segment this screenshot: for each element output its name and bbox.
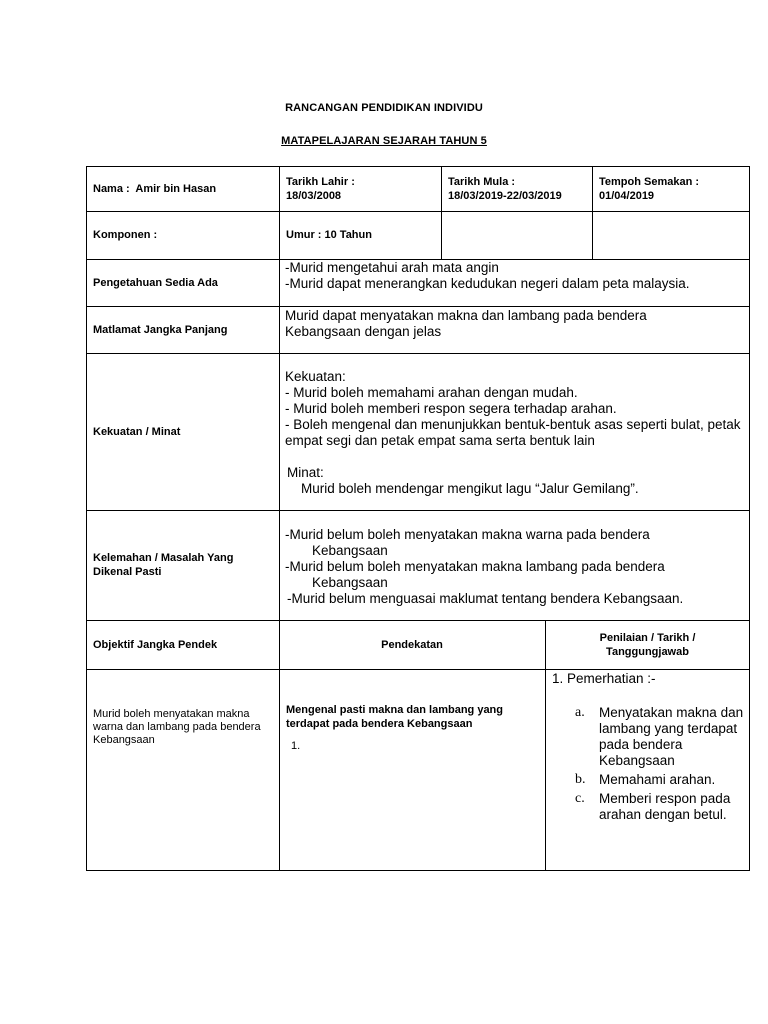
penilaian-item <box>575 705 746 769</box>
penilaian-item-marker: b. <box>575 772 586 787</box>
objektif-header: Objektif Jangka Pendek <box>93 638 218 651</box>
tempoh-semakan-value: 01/04/2019 <box>599 190 655 202</box>
penilaian-header-cell <box>545 620 750 669</box>
pengetahuan-line: -Murid mengetahui arah mata angin <box>285 260 499 275</box>
minat-heading: Minat: <box>287 465 324 480</box>
kekuatan-line: - Boleh mengenal dan menunjukkan bentuk-bentuk asas seperti bulat, petak empat segi dan petak empat sama serta bentuk lain <box>285 417 741 448</box>
tarikh-mula-value: 18/03/2019-22/03/2019 <box>448 190 562 202</box>
col-divider <box>279 166 280 871</box>
kekuatan-content <box>285 369 743 497</box>
tarikh-mula-cell <box>448 175 590 203</box>
objektif-content <box>93 708 273 747</box>
col-divider <box>441 166 442 259</box>
page-subtitle: MATAPELAJARAN SEJARAH TAHUN 5 <box>281 135 487 147</box>
komponen-label: Komponen : <box>93 229 158 241</box>
penilaian-list <box>552 705 746 823</box>
pengetahuan-label-cell <box>93 259 275 306</box>
matlamat-label-cell <box>93 306 275 353</box>
penilaian-item <box>575 791 746 823</box>
pendekatan-header-cell <box>279 620 545 669</box>
objektif-text: Murid boleh menyatakan makna warna dan lambang pada bendera Kebangsaan <box>93 708 261 746</box>
kelemahan-line: -Murid belum boleh menyatakan makna warna pada bendera Kebangsaan <box>285 527 650 558</box>
komponen-cell <box>93 211 275 259</box>
pendekatan-heading: Mengenal pasti makna dan lambang yang terdapat pada bendera Kebangsaan <box>286 704 503 730</box>
penilaian-item-text: Memberi respon pada arahan dengan betul. <box>599 791 731 822</box>
tarikh-lahir-cell <box>286 175 436 203</box>
page-title: RANCANGAN PENDIDIKAN INDIVIDU <box>285 102 483 114</box>
umur-value: Umur : 10 Tahun <box>286 229 372 241</box>
kekuatan-label-cell <box>93 353 275 510</box>
kelemahan-line: -Murid belum boleh menyatakan makna lambang pada bendera Kebangsaan <box>285 559 665 590</box>
tarikh-lahir-value: 18/03/2008 <box>286 190 342 202</box>
pengetahuan-content <box>285 260 747 292</box>
matlamat-label: Matlamat Jangka Panjang <box>93 323 228 336</box>
penilaian-heading: 1. Pemerhatian :- <box>552 671 656 686</box>
pendekatan-item: 1. <box>291 740 301 752</box>
kelemahan-label-cell <box>93 510 275 620</box>
penilaian-header: Penilaian / Tarikh / Tanggungjawab <box>599 631 696 658</box>
kelemahan-line: -Murid belum menguasai maklumat tentang bendera Kebangsaan. <box>287 591 684 606</box>
umur-cell <box>286 211 436 259</box>
matlamat-content <box>285 308 685 340</box>
penilaian-item-text: Menyatakan makna dan lambang yang terdapat pada bendera Kebangsaan <box>599 705 744 768</box>
objektif-header-cell <box>93 620 275 669</box>
penilaian-item-marker: c. <box>575 791 585 806</box>
nama-value: Nama : Amir bin Hasan <box>93 182 217 195</box>
kelemahan-label: Kelemahan / Masalah Yang Dikenal Pasti <box>93 552 234 578</box>
pengetahuan-label: Pengetahuan Sedia Ada <box>93 276 218 289</box>
penilaian-item-marker: a. <box>575 705 585 720</box>
tarikh-lahir-label: Tarikh Lahir : <box>286 176 355 188</box>
pendekatan-header: Pendekatan <box>381 638 443 651</box>
kekuatan-heading: Kekuatan: <box>285 369 346 384</box>
matlamat-text: Murid dapat menyatakan makna dan lambang pada bendera Kebangsaan dengan jelas <box>285 308 647 339</box>
pendekatan-content <box>286 703 542 753</box>
pengetahuan-line: -Murid dapat menerangkan kedudukan negeri dalam peta malaysia. <box>285 276 690 291</box>
kekuatan-line: - Murid boleh memberi respon segera terhadap arahan. <box>285 401 617 416</box>
minat-text: Murid boleh mendengar mengikut lagu “Jalur Gemilang”. <box>301 481 639 496</box>
tempoh-semakan-label: Tempoh Semakan : <box>599 176 700 188</box>
nama-cell <box>93 166 275 211</box>
kekuatan-line: - Murid boleh memahami arahan dengan mudah. <box>285 385 578 400</box>
kekuatan-label: Kekuatan / Minat <box>93 425 181 438</box>
tarikh-mula-label: Tarikh Mula : <box>448 176 516 188</box>
penilaian-item-text: Memahami arahan. <box>599 772 716 787</box>
col-divider <box>592 166 593 259</box>
penilaian-item <box>575 772 746 788</box>
tempoh-semakan-cell <box>599 175 747 203</box>
penilaian-content <box>552 671 746 823</box>
kelemahan-content <box>285 527 685 607</box>
row-divider <box>86 669 750 670</box>
